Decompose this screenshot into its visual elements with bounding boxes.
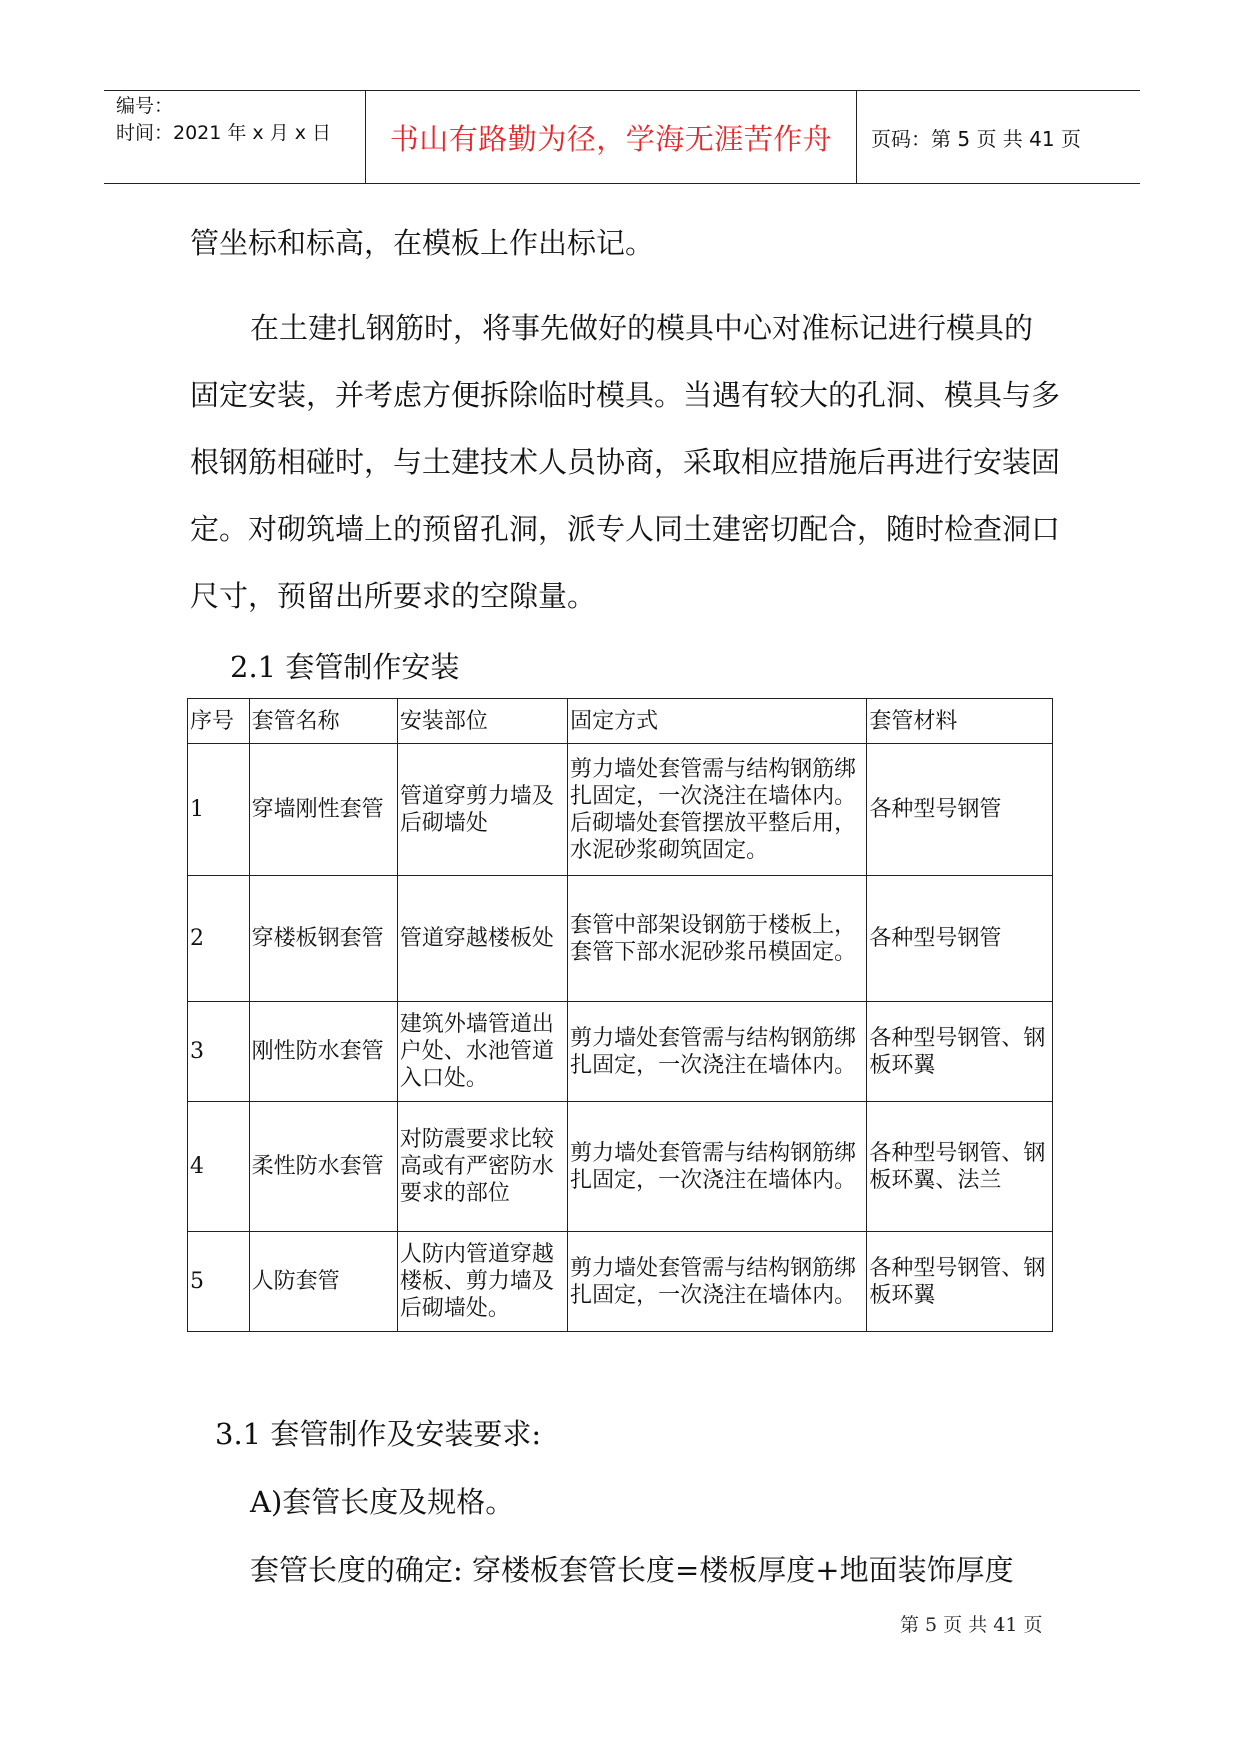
cell-location: 管道穿剪力墙及后砌墙处: [397, 744, 567, 876]
table-row: [188, 876, 1053, 1002]
cell-name: 刚性防水套管: [249, 1002, 397, 1102]
cell-fixing: 剪力墙处套管需与结构钢筋绑扎固定，一次浇注在墙体内。: [568, 1002, 867, 1102]
page-footer: 第 5 页 共 41 页: [900, 1614, 1043, 1636]
cell-name: 柔性防水套管: [249, 1102, 397, 1232]
cell-name: 穿墙刚性套管: [249, 744, 397, 876]
cell-index: 2: [188, 876, 250, 1002]
paragraph-continued: 管坐标和标高，在模板上作出标记。: [190, 226, 655, 260]
cell-index: 1: [188, 744, 250, 876]
header-cell-material: 套管材料: [867, 699, 1053, 744]
cell-material: 各种型号钢管: [867, 876, 1053, 1002]
cell-fixing: 剪力墙处套管需与结构钢筋绑扎固定，一次浇注在墙体内。: [568, 1102, 867, 1232]
cell-location: 人防内管道穿越楼板、剪力墙及后砌墙处。: [397, 1232, 567, 1332]
header-motto-cell: [366, 91, 857, 183]
cell-material: 各种型号钢管、钢板环翼: [867, 1002, 1053, 1102]
table-row: [188, 1102, 1053, 1232]
cell-location: 对防震要求比较高或有严密防水要求的部位: [397, 1102, 567, 1232]
cell-name: 穿楼板钢套管: [249, 876, 397, 1002]
cell-index: 3: [188, 1002, 250, 1102]
paragraph-sleeve-length: 套管长度的确定: 穿楼板套管长度=楼板厚度+地面装饰厚度: [250, 1553, 1014, 1587]
cell-material: 各种型号钢管、钢板环翼: [867, 1232, 1053, 1332]
cell-index: 5: [188, 1232, 250, 1332]
cell-location: 管道穿越楼板处: [397, 876, 567, 1002]
cell-fixing: 套管中部架设钢筋于楼板上，套管下部水泥砂浆吊模固定。: [568, 876, 867, 1002]
section-heading-3-1: 3.1 套管制作及安装要求:: [215, 1417, 542, 1451]
header-cell-name: 套管名称: [249, 699, 397, 744]
table-header-row: [188, 699, 1053, 744]
doc-number-label: 编号：: [116, 95, 174, 117]
header-cell-location: 安装部位: [397, 699, 567, 744]
subheading-a: A)套管长度及规格。: [250, 1485, 515, 1519]
page-header: [104, 90, 1140, 184]
section-heading-2-1: 2.1 套管制作安装: [230, 650, 460, 684]
sleeve-table: [187, 698, 1053, 1332]
cell-material: 各种型号钢管、钢板环翼、法兰: [867, 1102, 1053, 1232]
header-motto: 书山有路勤为径，学海无涯苦作舟: [389, 121, 833, 156]
header-meta: [104, 91, 366, 183]
header-cell-fixing: 固定方式: [568, 699, 867, 744]
cell-fixing: 剪力墙处套管需与结构钢筋绑扎固定，一次浇注在墙体内。后砌墙处套管摆放平整后用，水泥砂浆砌筑固定。: [568, 744, 867, 876]
cell-name: 人防套管: [249, 1232, 397, 1332]
cell-fixing: 剪力墙处套管需与结构钢筋绑扎固定，一次浇注在墙体内。: [568, 1232, 867, 1332]
header-page-number: 页码：第 5 页 共 41 页: [871, 126, 1081, 151]
table-row: [188, 744, 1053, 876]
doc-time-label: 时间：2021 年 x 月 x 日: [116, 122, 332, 144]
cell-material: 各种型号钢管: [867, 744, 1053, 876]
table-row: [188, 1232, 1053, 1332]
cell-index: 4: [188, 1102, 250, 1232]
paragraph-installation: 在土建扎钢筋时，将事先做好的模具中心对准标记进行模具的固定安装，并考虑方便拆除临时模具。当遇有较大的孔洞、模具与多根钢筋相碰时，与土建技术人员协商，采取相应措施后再进行安装固定。对砌筑墙上的预留孔洞，派专人同土建密切配合，随时检查洞口尺寸，预留出所要求的空隙量。: [190, 311, 1061, 613]
table-row: [188, 1002, 1053, 1102]
header-cell-index: 序号: [188, 699, 250, 744]
cell-location: 建筑外墙管道出户处、水池管道入口处。: [397, 1002, 567, 1102]
